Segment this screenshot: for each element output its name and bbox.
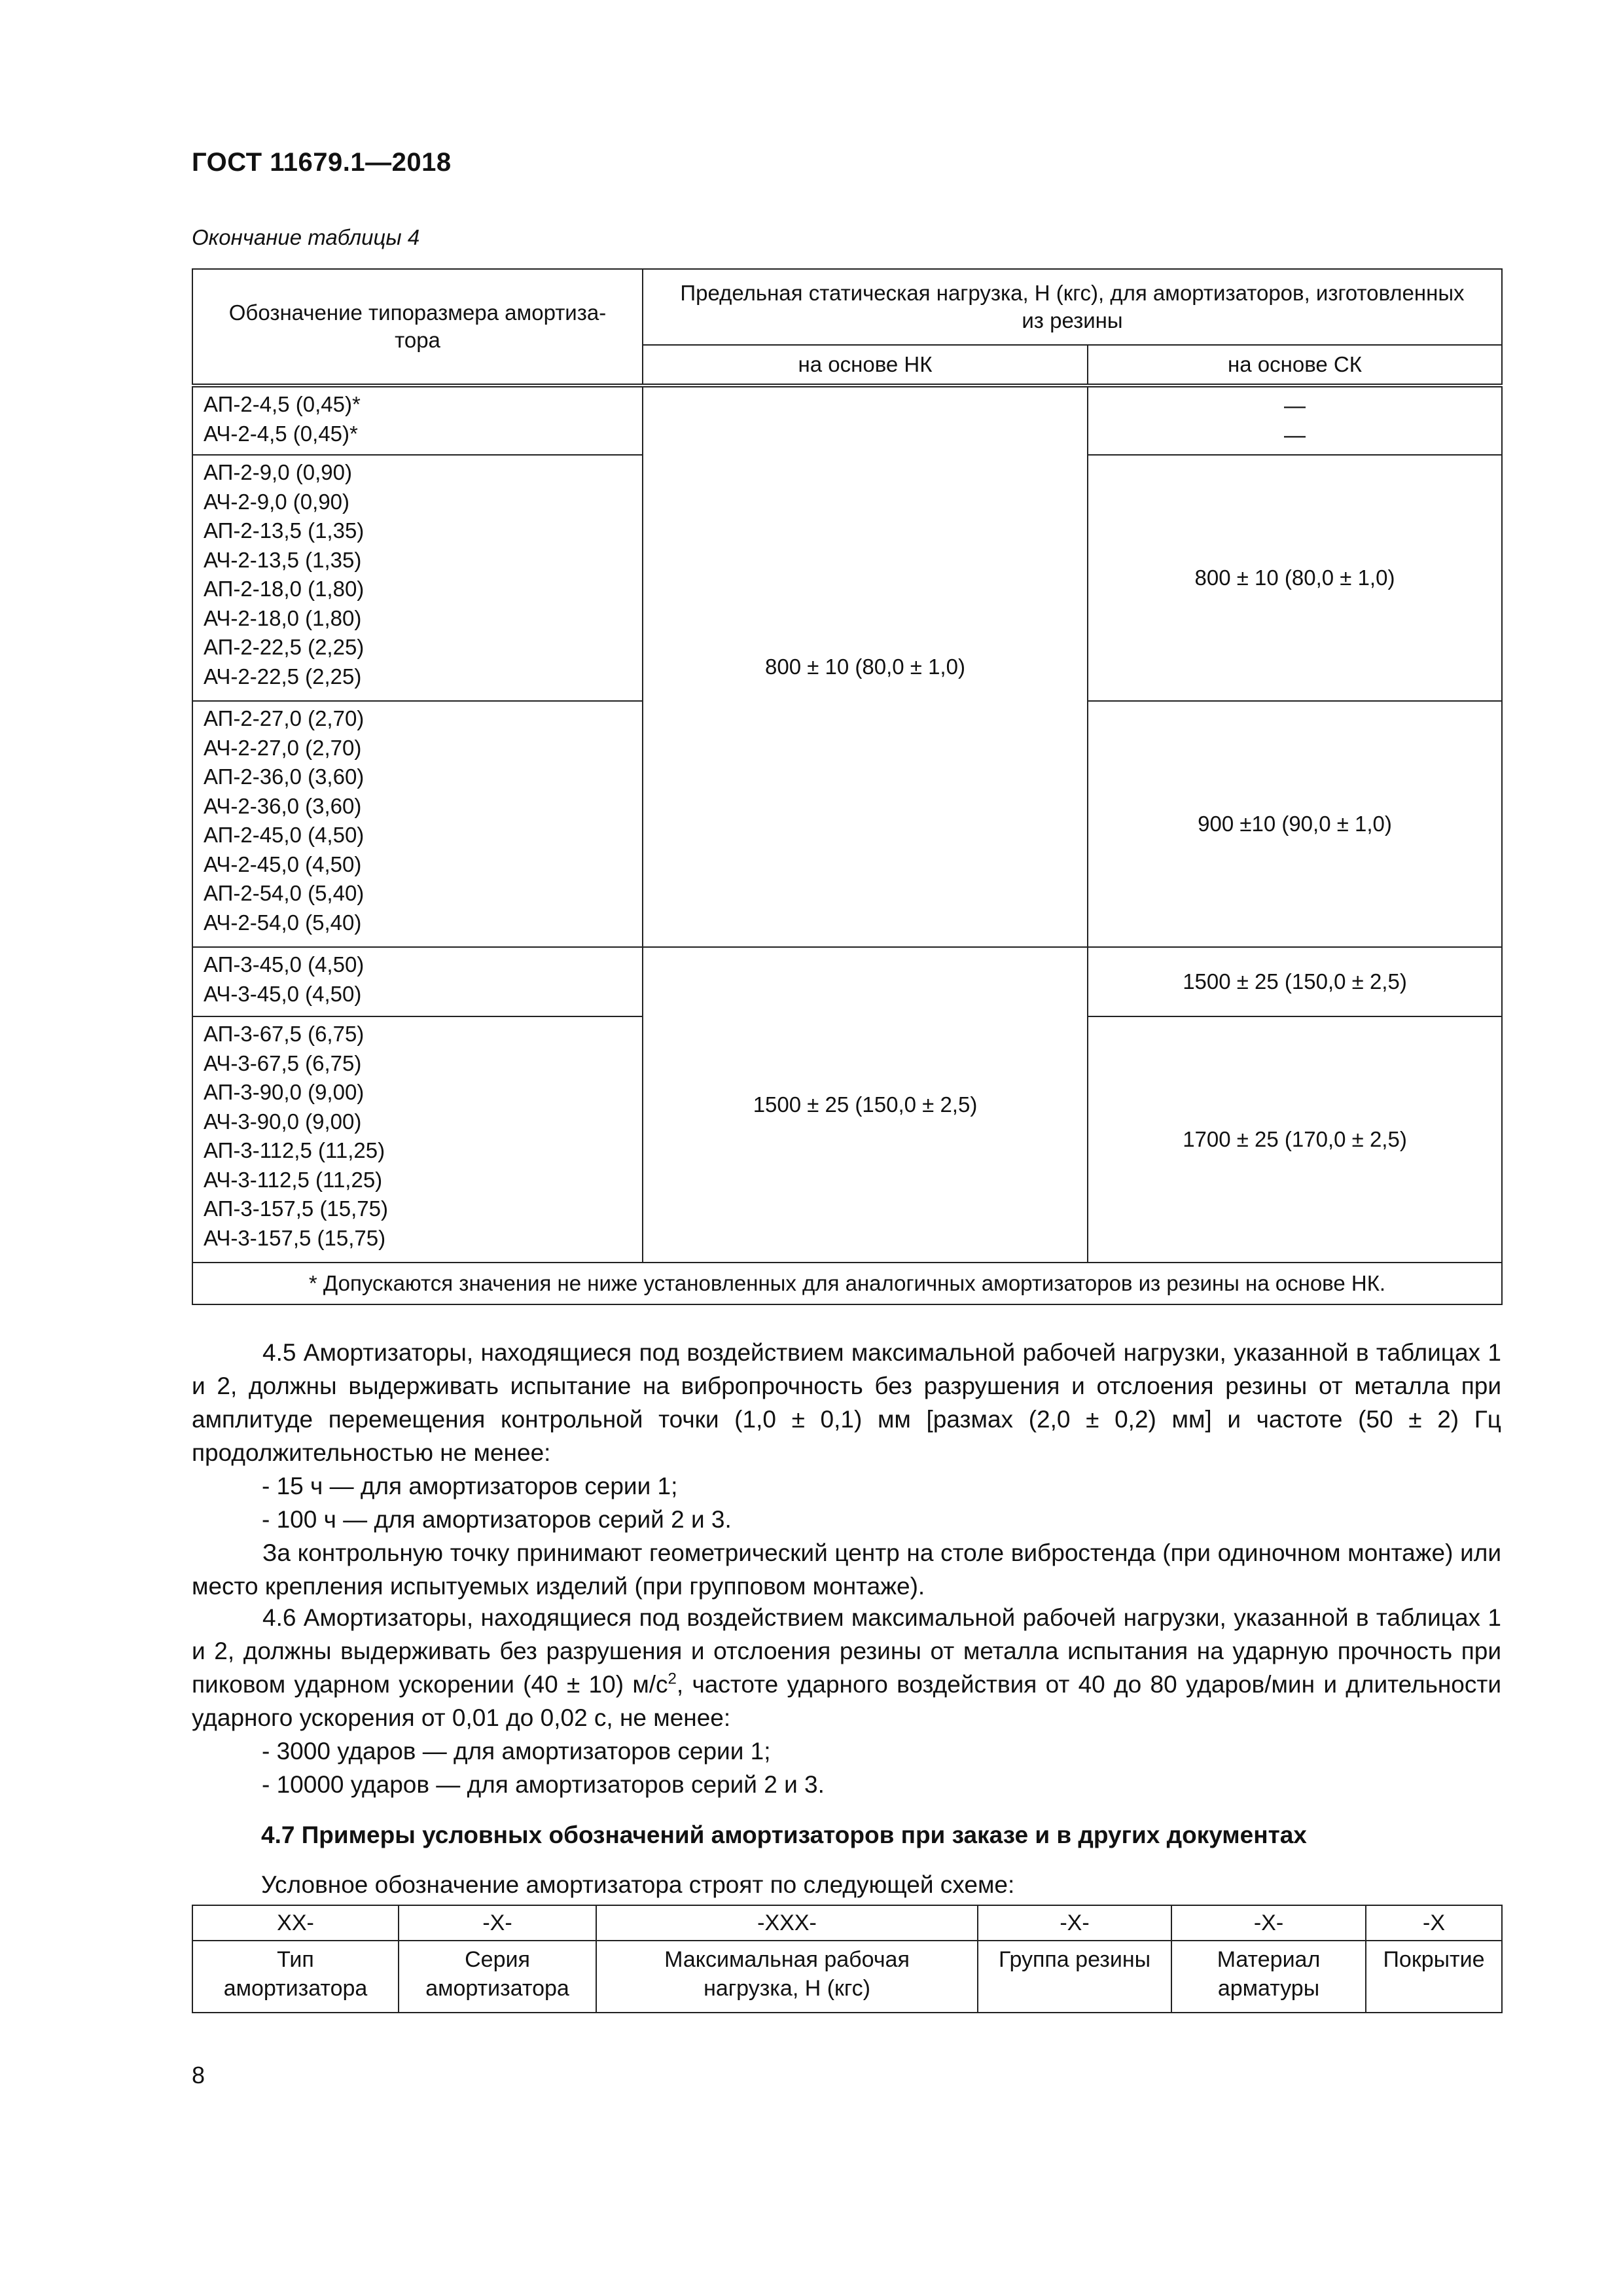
scheme-code: -ХХХ- [596, 1905, 978, 1941]
sk-value-cell [1088, 386, 1502, 455]
scheme-label-text: Группа резины [998, 1947, 1151, 1972]
sk-value: 1700 ± 25 (170,0 ± 2,5) [1183, 1127, 1407, 1151]
list-item: - 15 ч — для амортизаторов серии 1; [262, 1473, 678, 1499]
designation-cell [192, 947, 643, 1016]
nk-value-cell [643, 947, 1088, 1263]
nk-value: 800 ± 10 (80,0 ± 1,0) [765, 655, 965, 679]
col-header-sk: на основе СК [1088, 345, 1502, 386]
sk-value: — — [1284, 393, 1306, 447]
sk-value-cell [1088, 455, 1502, 701]
designation-scheme-table [192, 1905, 1503, 2013]
designation-text: АП-2-27,0 (2,70) АЧ-2-27,0 (2,70) АП-2-36,0 (3,60) АЧ-2-36,0 (3,60) АП-2-45,0 (4,50) АЧ-2-45,0 (4,50) АП-2-54,0 (5,40) АЧ-2-54,0 (5,40) [204, 706, 365, 935]
scheme-label [192, 1941, 399, 2013]
paragraph: За контрольную точку принимают геометрический центр на столе вибростенда (при одиночном монтаже) или место крепления испытуемых изделий (при групповом монтаже). [192, 1539, 1501, 1600]
designation-text: АП-3-67,5 (6,75) АЧ-3-67,5 (6,75) АП-3-90,0 (9,00) АЧ-3-90,0 (9,00) АП-3-112,5 (11,25) АЧ-3-112,5 (11,25) АП-3-157,5 (15,75) АЧ-3-157,5 (15,75) [204, 1022, 388, 1250]
section-4-6 [192, 1601, 1501, 1801]
designation-cell [192, 386, 643, 455]
scheme-code: -Х [1366, 1905, 1502, 1941]
scheme-label [1366, 1941, 1502, 2013]
nk-value: 1500 ± 25 (150,0 ± 2,5) [753, 1092, 978, 1117]
sk-value-cell [1088, 947, 1502, 1016]
page-number: 8 [192, 2062, 205, 2089]
col-header-designation-text: Обозначение типоразмера амортиза-тора [228, 300, 607, 352]
section-4-5 [192, 1336, 1501, 1603]
sk-value: 800 ± 10 (80,0 ± 1,0) [1194, 565, 1395, 590]
superscript: 2 [668, 1670, 677, 1688]
paragraph: 4.5 Амортизаторы, находящиеся под воздействием максимальной рабочей нагрузки, указанной в таблицах 1 и 2, должны выдерживать испытание на вибропрочность без разрушения и отслоения резины от металла при амплитуде перемещения контрольной точки (1,0 ± 0,1) мм [размах (2,0 ± 0,2) мм] и частоте (50 ± 2) Гц продолжительностью не менее: [192, 1339, 1501, 1466]
scheme-code: -Х- [1171, 1905, 1366, 1941]
scheme-code: -Х- [399, 1905, 596, 1941]
sk-value: 900 ±10 (90,0 ± 1,0) [1198, 812, 1392, 836]
group-header-text: Предельная статическая нагрузка, Н (кгс), для амортизаторов, изготовленных из резины [680, 281, 1465, 332]
designation-text: АП-2-4,5 (0,45)* АЧ-2-4,5 (0,45)* [204, 392, 361, 446]
designation-cell [192, 1016, 643, 1263]
paragraph [192, 1601, 1501, 1734]
scheme-label-text: Покрытие [1383, 1947, 1485, 1972]
designation-text: АП-2-9,0 (0,90) АЧ-2-9,0 (0,90) АП-2-13,5 (1,35) АЧ-2-13,5 (1,35) АП-2-18,0 (1,80) АЧ-2-18,0 (1,80) АП-2-22,5 (2,25) АЧ-2-22,5 (2,25) [204, 460, 365, 689]
scheme-intro: Условное обозначение амортизатора строят по следующей схеме: [261, 1871, 1015, 1898]
sk-value-cell [1088, 1016, 1502, 1263]
scheme-label [596, 1941, 978, 2013]
scheme-label-text: Тип амортизатора [223, 1947, 368, 2001]
col-header-nk: на основе НК [643, 345, 1088, 386]
nk-value-cell [643, 386, 1088, 947]
scheme-code: -Х- [978, 1905, 1171, 1941]
scheme-code: ХХ- [192, 1905, 399, 1941]
scheme-label-text: Максимальная рабочая нагрузка, Н (кгс) [664, 1947, 910, 2001]
section-heading: 4.7 Примеры условных обозначений амортизаторов при заказе и в других документах [261, 1821, 1307, 1848]
table-4 [192, 268, 1503, 1305]
scheme-label [399, 1941, 596, 2013]
scheme-label-text: Серия амортизатора [425, 1947, 569, 2001]
designation-text: АП-3-45,0 (4,50) АЧ-3-45,0 (4,50) [204, 952, 365, 1006]
document-header: ГОСТ 11679.1—2018 [192, 148, 452, 177]
list-item: - 100 ч — для амортизаторов серий 2 и 3. [262, 1506, 732, 1533]
group-header [643, 269, 1502, 345]
col-header-designation [192, 269, 643, 386]
sk-value: 1500 ± 25 (150,0 ± 2,5) [1183, 969, 1407, 994]
paragraph-part: 4.6 Амортизаторы, находящиеся под воздействием максимальной рабочей нагрузки, указанной в таблицах 1 и 2, должны выдерживать без разрушения и отслоения резины от металла испытания на ударную прочность при пиковом ударном ускорении (40 ± 10) м/с [192, 1604, 1501, 1698]
table-continuation-caption: Окончание таблицы 4 [192, 225, 420, 249]
designation-cell [192, 455, 643, 701]
scheme-label [1171, 1941, 1366, 2013]
scheme-label-text: Материал арматуры [1217, 1947, 1321, 2001]
list-item: - 3000 ударов — для амортизаторов серии 1; [262, 1738, 771, 1765]
designation-cell [192, 701, 643, 947]
table-footnote: * Допускаются значения не ниже установленных для аналогичных амортизаторов из резины на основе НК. [192, 1263, 1502, 1304]
paragraph-part: , частоте ударного воздействия от 40 до 80 ударов/мин и длительности ударного ускорения от 0,01 до 0,02 с, не менее: [192, 1671, 1502, 1731]
sk-value-cell [1088, 701, 1502, 947]
scheme-label [978, 1941, 1171, 2013]
list-item: - 10000 ударов — для амортизаторов серий 2 и 3. [262, 1771, 825, 1798]
